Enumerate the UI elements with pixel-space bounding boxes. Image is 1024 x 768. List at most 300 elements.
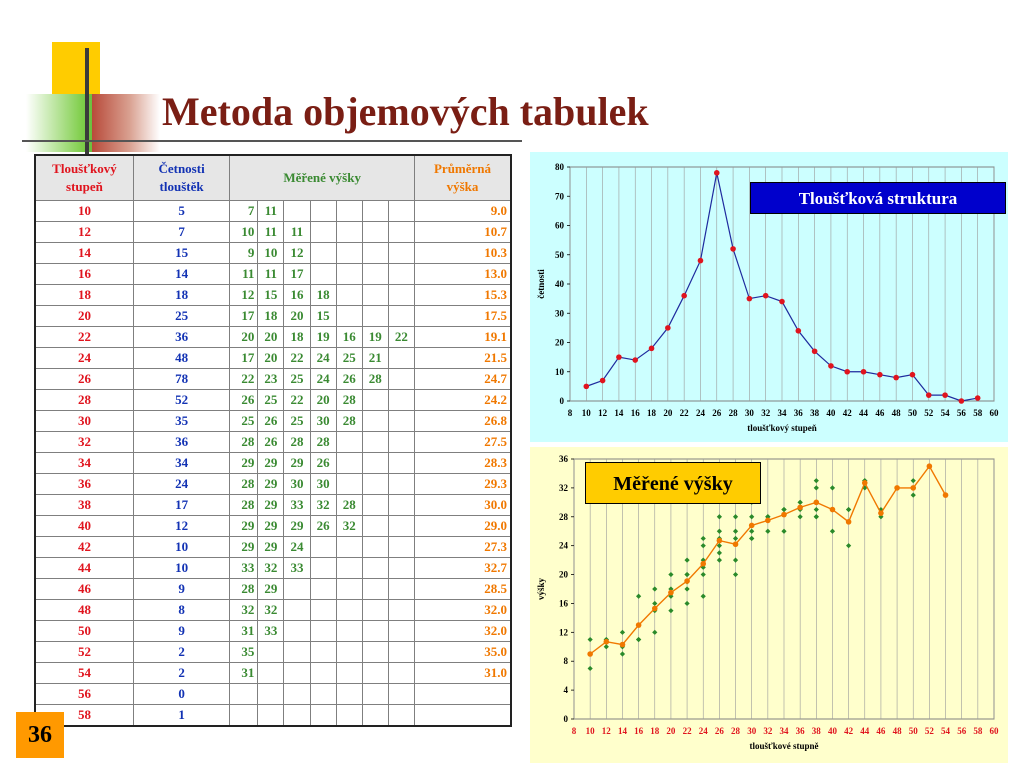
- measured-height-point: [733, 558, 738, 563]
- cell-vyska: 18: [258, 306, 284, 327]
- table-row: [35, 390, 511, 411]
- cell-vyska: [310, 663, 336, 684]
- title-decoration-red: [92, 94, 160, 152]
- measured-height-point: [684, 572, 689, 577]
- cell-vyska: [388, 558, 414, 579]
- measured-height-point: [701, 594, 706, 599]
- cell-prumer: 10.7: [415, 222, 511, 243]
- y-tick-label: 4: [563, 685, 568, 696]
- cell-vyska: 29: [258, 537, 284, 558]
- y-tick-label: 8: [563, 656, 568, 667]
- y-tick-label: 60: [555, 220, 564, 231]
- cell-vyska: 33: [284, 495, 310, 516]
- x-tick-label: 60: [989, 726, 999, 736]
- cell-vyska: 11: [258, 222, 284, 243]
- y-tick-label: 20: [559, 569, 568, 580]
- cell-stupen: 50: [35, 621, 133, 642]
- cell-vyska: 9: [230, 243, 258, 264]
- cell-vyska: 24: [284, 537, 310, 558]
- frequency-point: [926, 392, 932, 398]
- cell-vyska: 28: [230, 579, 258, 600]
- cell-cetnost: 0: [133, 684, 229, 705]
- cell-prumer: 28.5: [415, 579, 511, 600]
- cell-vyska: [388, 516, 414, 537]
- header-prumer-line2: výška: [446, 179, 479, 194]
- frequency-point: [975, 395, 981, 401]
- table-row: [35, 201, 511, 222]
- frequency-point: [828, 363, 834, 369]
- x-tick-label: 20: [663, 408, 673, 418]
- cell-stupen: 30: [35, 411, 133, 432]
- frequency-point: [681, 293, 687, 299]
- y-tick-label: 80: [555, 162, 564, 172]
- cell-cetnost: 35: [133, 411, 229, 432]
- cell-vyska: 30: [310, 474, 336, 495]
- average-height-point: [604, 639, 610, 645]
- cell-vyska: 10: [230, 222, 258, 243]
- cell-prumer: 35.0: [415, 642, 511, 663]
- cell-vyska: [388, 705, 414, 727]
- cell-vyska: 26: [230, 390, 258, 411]
- cell-vyska: [336, 264, 362, 285]
- table-row: [35, 537, 511, 558]
- cell-vyska: 32: [310, 495, 336, 516]
- measured-height-point: [830, 529, 835, 534]
- average-height-point: [765, 518, 771, 524]
- cell-vyska: [388, 663, 414, 684]
- y-tick-label: 30: [555, 308, 564, 319]
- cell-stupen: 18: [35, 285, 133, 306]
- average-height-point: [652, 606, 658, 612]
- cell-prumer: 29.0: [415, 516, 511, 537]
- cell-vyska: 26: [258, 411, 284, 432]
- average-height-point: [717, 538, 723, 544]
- cell-cetnost: 1: [133, 705, 229, 727]
- title-decoration-hline: [22, 140, 522, 142]
- header-stupen-line1: Tloušťkový: [52, 161, 117, 176]
- cell-vyska: 29: [258, 474, 284, 495]
- frequency-point: [779, 299, 785, 305]
- measured-height-point: [588, 637, 593, 642]
- measured-height-point: [652, 601, 657, 606]
- y-axis-label: četnosti: [536, 269, 546, 299]
- cell-vyska: 30: [284, 474, 310, 495]
- y-tick-label: 20: [555, 337, 564, 348]
- cell-vyska: 29: [258, 453, 284, 474]
- average-height-point: [684, 578, 690, 584]
- cell-vyska: [388, 201, 414, 222]
- measured-height-point: [814, 478, 819, 483]
- cell-stupen: 22: [35, 327, 133, 348]
- measured-height-point: [798, 500, 803, 505]
- cell-vyska: [310, 537, 336, 558]
- cell-vyska: [310, 222, 336, 243]
- cell-vyska: [336, 285, 362, 306]
- average-height-point: [636, 622, 642, 628]
- cell-prumer: 10.3: [415, 243, 511, 264]
- cell-vyska: [362, 621, 388, 642]
- cell-vyska: [388, 642, 414, 663]
- average-height-point: [781, 512, 787, 518]
- cell-vyska: [284, 684, 310, 705]
- cell-vyska: [336, 201, 362, 222]
- x-tick-label: 10: [581, 408, 591, 418]
- data-table: [34, 154, 512, 727]
- heights-chart-title: Měřené výšky: [585, 462, 761, 504]
- x-tick-label: 36: [793, 408, 803, 418]
- measured-height-point: [846, 507, 851, 512]
- x-tick-label: 52: [924, 408, 934, 418]
- x-tick-label: 42: [842, 408, 852, 418]
- cell-stupen: 26: [35, 369, 133, 390]
- cell-vyska: 29: [258, 516, 284, 537]
- cell-prumer: 30.0: [415, 495, 511, 516]
- cell-vyska: 11: [230, 264, 258, 285]
- y-tick-label: 70: [555, 191, 564, 202]
- cell-stupen: 10: [35, 201, 133, 222]
- cell-stupen: 38: [35, 495, 133, 516]
- measured-height-point: [588, 666, 593, 671]
- average-height-point: [846, 519, 852, 525]
- measured-height-point: [814, 485, 819, 490]
- cell-vyska: [310, 705, 336, 727]
- x-tick-label: 28: [728, 408, 738, 418]
- cell-vyska: 20: [284, 306, 310, 327]
- cell-vyska: 28: [362, 369, 388, 390]
- x-tick-label: 26: [714, 726, 724, 736]
- frequency-point: [877, 372, 883, 378]
- cell-vyska: 33: [258, 621, 284, 642]
- cell-vyska: [362, 705, 388, 727]
- x-tick-label: 42: [844, 726, 854, 736]
- cell-vyska: [336, 663, 362, 684]
- x-tick-label: 40: [826, 408, 836, 418]
- cell-prumer: [415, 705, 511, 727]
- cell-vyska: 10: [258, 243, 284, 264]
- frequency-point: [649, 346, 655, 352]
- cell-vyska: 20: [258, 327, 284, 348]
- average-height-point: [700, 561, 706, 567]
- cell-prumer: 32.7: [415, 558, 511, 579]
- x-tick-label: 54: [940, 408, 950, 418]
- cell-vyska: 17: [230, 306, 258, 327]
- cell-vyska: [362, 306, 388, 327]
- cell-vyska: [362, 243, 388, 264]
- x-tick-label: 8: [571, 726, 577, 736]
- x-tick-label: 50: [907, 408, 917, 418]
- measured-height-point: [684, 601, 689, 606]
- measured-height-point: [701, 536, 706, 541]
- table-row: [35, 516, 511, 537]
- measured-height-point: [717, 558, 722, 563]
- x-tick-label: 38: [810, 408, 820, 418]
- cell-prumer: 32.0: [415, 600, 511, 621]
- cell-cetnost: 9: [133, 579, 229, 600]
- cell-vyska: 18: [310, 285, 336, 306]
- cell-stupen: 34: [35, 453, 133, 474]
- cell-vyska: [362, 495, 388, 516]
- cell-cetnost: 17: [133, 495, 229, 516]
- cell-vyska: 20: [230, 327, 258, 348]
- header-prumer: [415, 155, 511, 201]
- cell-vyska: [258, 705, 284, 727]
- cell-stupen: 12: [35, 222, 133, 243]
- cell-vyska: 17: [284, 264, 310, 285]
- cell-vyska: 35: [230, 642, 258, 663]
- measured-height-point: [749, 514, 754, 519]
- cell-vyska: 25: [230, 411, 258, 432]
- average-height-point: [797, 505, 803, 511]
- cell-vyska: [362, 390, 388, 411]
- cell-vyska: [362, 516, 388, 537]
- measured-height-point: [733, 514, 738, 519]
- cell-vyska: 28: [230, 495, 258, 516]
- measured-height-point: [604, 644, 609, 649]
- cell-vyska: 11: [284, 222, 310, 243]
- cell-stupen: 40: [35, 516, 133, 537]
- cell-vyska: [310, 201, 336, 222]
- cell-prumer: 32.0: [415, 621, 511, 642]
- average-height-point: [620, 642, 626, 648]
- cell-vyska: [362, 453, 388, 474]
- cell-vyska: [336, 579, 362, 600]
- table-row: [35, 579, 511, 600]
- cell-vyska: 32: [336, 516, 362, 537]
- average-height-point: [894, 485, 900, 491]
- header-cetnost-line1: Četnosti: [158, 161, 205, 176]
- table-row: [35, 705, 511, 727]
- cell-vyska: [284, 201, 310, 222]
- x-tick-label: 12: [598, 408, 608, 418]
- cell-vyska: [362, 642, 388, 663]
- average-height-point: [943, 492, 949, 498]
- cell-vyska: [336, 306, 362, 327]
- x-tick-label: 30: [747, 726, 757, 736]
- cell-vyska: 30: [310, 411, 336, 432]
- table-row: [35, 348, 511, 369]
- x-tick-label: 48: [892, 726, 902, 736]
- cell-prumer: 21.5: [415, 348, 511, 369]
- y-tick-label: 10: [555, 366, 564, 377]
- x-tick-label: 28: [731, 726, 741, 736]
- cell-vyska: [284, 642, 310, 663]
- cell-cetnost: 15: [133, 243, 229, 264]
- cell-vyska: [310, 621, 336, 642]
- y-tick-label: 50: [555, 249, 564, 260]
- cell-cetnost: 9: [133, 621, 229, 642]
- frequency-point: [616, 354, 622, 360]
- average-height-point: [814, 500, 820, 506]
- table-row: [35, 285, 511, 306]
- cell-vyska: [310, 642, 336, 663]
- measured-height-point: [733, 572, 738, 577]
- measured-height-point: [684, 558, 689, 563]
- cell-vyska: [388, 537, 414, 558]
- cell-vyska: 22: [230, 369, 258, 390]
- cell-stupen: 20: [35, 306, 133, 327]
- x-tick-label: 18: [650, 726, 660, 736]
- page-number: 36: [16, 712, 64, 758]
- table-row: [35, 411, 511, 432]
- cell-vyska: 23: [258, 369, 284, 390]
- cell-cetnost: 10: [133, 558, 229, 579]
- x-tick-label: 24: [698, 726, 708, 736]
- measured-height-point: [749, 536, 754, 541]
- average-height-point: [862, 480, 868, 486]
- table-row: [35, 327, 511, 348]
- x-tick-label: 50: [908, 726, 918, 736]
- cell-vyska: [362, 579, 388, 600]
- cell-vyska: 28: [310, 432, 336, 453]
- cell-cetnost: 10: [133, 537, 229, 558]
- cell-vyska: 31: [230, 621, 258, 642]
- frequency-point: [844, 369, 850, 375]
- y-tick-label: 0: [563, 714, 568, 724]
- measured-height-point: [781, 529, 786, 534]
- cell-stupen: 46: [35, 579, 133, 600]
- cell-vyska: [388, 243, 414, 264]
- cell-prumer: 17.5: [415, 306, 511, 327]
- y-axis-label: výšky: [536, 577, 546, 601]
- y-tick-label: 24: [559, 540, 568, 551]
- cell-prumer: [415, 684, 511, 705]
- cell-vyska: [284, 705, 310, 727]
- header-vysky: Měřené výšky: [230, 155, 415, 201]
- x-tick-label: 44: [859, 408, 869, 418]
- cell-vyska: 18: [284, 327, 310, 348]
- measured-height-point: [652, 586, 657, 591]
- x-tick-label: 14: [614, 408, 624, 418]
- cell-stupen: 58: [35, 705, 133, 727]
- cell-vyska: 16: [336, 327, 362, 348]
- frequency-point: [796, 328, 802, 334]
- cell-vyska: 11: [258, 201, 284, 222]
- cell-vyska: 32: [258, 600, 284, 621]
- cell-vyska: 25: [258, 390, 284, 411]
- cell-vyska: [336, 222, 362, 243]
- x-tick-label: 10: [585, 726, 595, 736]
- average-height-point: [587, 651, 593, 657]
- frequency-point: [959, 398, 965, 404]
- measured-height-point: [749, 529, 754, 534]
- average-height-point: [668, 590, 674, 596]
- table-row: [35, 495, 511, 516]
- header-stupen-line2: stupeň: [66, 179, 103, 194]
- cell-vyska: 11: [258, 264, 284, 285]
- x-tick-label: 26: [712, 408, 722, 418]
- cell-vyska: 15: [310, 306, 336, 327]
- frequency-point: [714, 170, 720, 176]
- table-row: [35, 243, 511, 264]
- cell-vyska: 26: [310, 516, 336, 537]
- cell-vyska: [336, 642, 362, 663]
- measured-height-point: [733, 529, 738, 534]
- cell-stupen: 32: [35, 432, 133, 453]
- x-tick-label: 38: [811, 726, 821, 736]
- frequency-point: [730, 246, 736, 252]
- measured-height-point: [701, 543, 706, 548]
- cell-vyska: 28: [284, 432, 310, 453]
- cell-vyska: [362, 684, 388, 705]
- cell-prumer: 27.3: [415, 537, 511, 558]
- cell-prumer: 24.7: [415, 369, 511, 390]
- x-tick-label: 16: [634, 726, 644, 736]
- frequency-point: [763, 293, 769, 299]
- cell-prumer: 24.2: [415, 390, 511, 411]
- cell-vyska: [336, 684, 362, 705]
- cell-vyska: 25: [284, 369, 310, 390]
- x-tick-label: 52: [924, 726, 934, 736]
- x-tick-label: 46: [876, 726, 886, 736]
- average-height-point: [910, 485, 916, 491]
- x-tick-label: 60: [989, 408, 999, 418]
- cell-vyska: [388, 369, 414, 390]
- y-tick-label: 32: [559, 482, 568, 493]
- frequency-point: [861, 369, 867, 375]
- measured-height-point: [765, 529, 770, 534]
- cell-vyska: [310, 558, 336, 579]
- frequency-point: [584, 384, 590, 390]
- cell-vyska: 26: [258, 432, 284, 453]
- cell-vyska: 21: [362, 348, 388, 369]
- cell-vyska: [362, 663, 388, 684]
- cell-vyska: 28: [230, 432, 258, 453]
- cell-vyska: [362, 537, 388, 558]
- cell-stupen: 44: [35, 558, 133, 579]
- measured-height-point: [620, 651, 625, 656]
- table-row: [35, 558, 511, 579]
- cell-vyska: [336, 243, 362, 264]
- cell-vyska: 28: [336, 495, 362, 516]
- cell-cetnost: 36: [133, 432, 229, 453]
- cell-vyska: [388, 579, 414, 600]
- cell-cetnost: 7: [133, 222, 229, 243]
- average-height-point: [733, 541, 739, 547]
- cell-vyska: 29: [258, 495, 284, 516]
- measured-height-point: [620, 630, 625, 635]
- x-axis-label: tloušťkové stupně: [749, 741, 819, 751]
- cell-stupen: 52: [35, 642, 133, 663]
- cell-vyska: [362, 432, 388, 453]
- cell-cetnost: 34: [133, 453, 229, 474]
- cell-vyska: 22: [284, 348, 310, 369]
- cell-vyska: 25: [284, 411, 310, 432]
- cell-vyska: [336, 537, 362, 558]
- x-tick-label: 22: [679, 408, 689, 418]
- table-row: [35, 600, 511, 621]
- x-tick-label: 40: [827, 726, 837, 736]
- cell-stupen: 56: [35, 684, 133, 705]
- cell-vyska: [230, 705, 258, 727]
- cell-cetnost: 25: [133, 306, 229, 327]
- average-height-point: [878, 510, 884, 516]
- cell-vyska: 29: [284, 516, 310, 537]
- cell-vyska: [388, 495, 414, 516]
- cell-stupen: 42: [35, 537, 133, 558]
- cell-prumer: 9.0: [415, 201, 511, 222]
- cell-prumer: 27.5: [415, 432, 511, 453]
- cell-vyska: 7: [230, 201, 258, 222]
- measured-height-point: [781, 507, 786, 512]
- frequency-point: [747, 296, 753, 302]
- x-tick-label: 46: [875, 408, 885, 418]
- cell-vyska: [388, 411, 414, 432]
- cell-vyska: [362, 222, 388, 243]
- cell-cetnost: 12: [133, 516, 229, 537]
- cell-vyska: 29: [230, 453, 258, 474]
- x-tick-label: 30: [744, 408, 754, 418]
- cell-vyska: [362, 558, 388, 579]
